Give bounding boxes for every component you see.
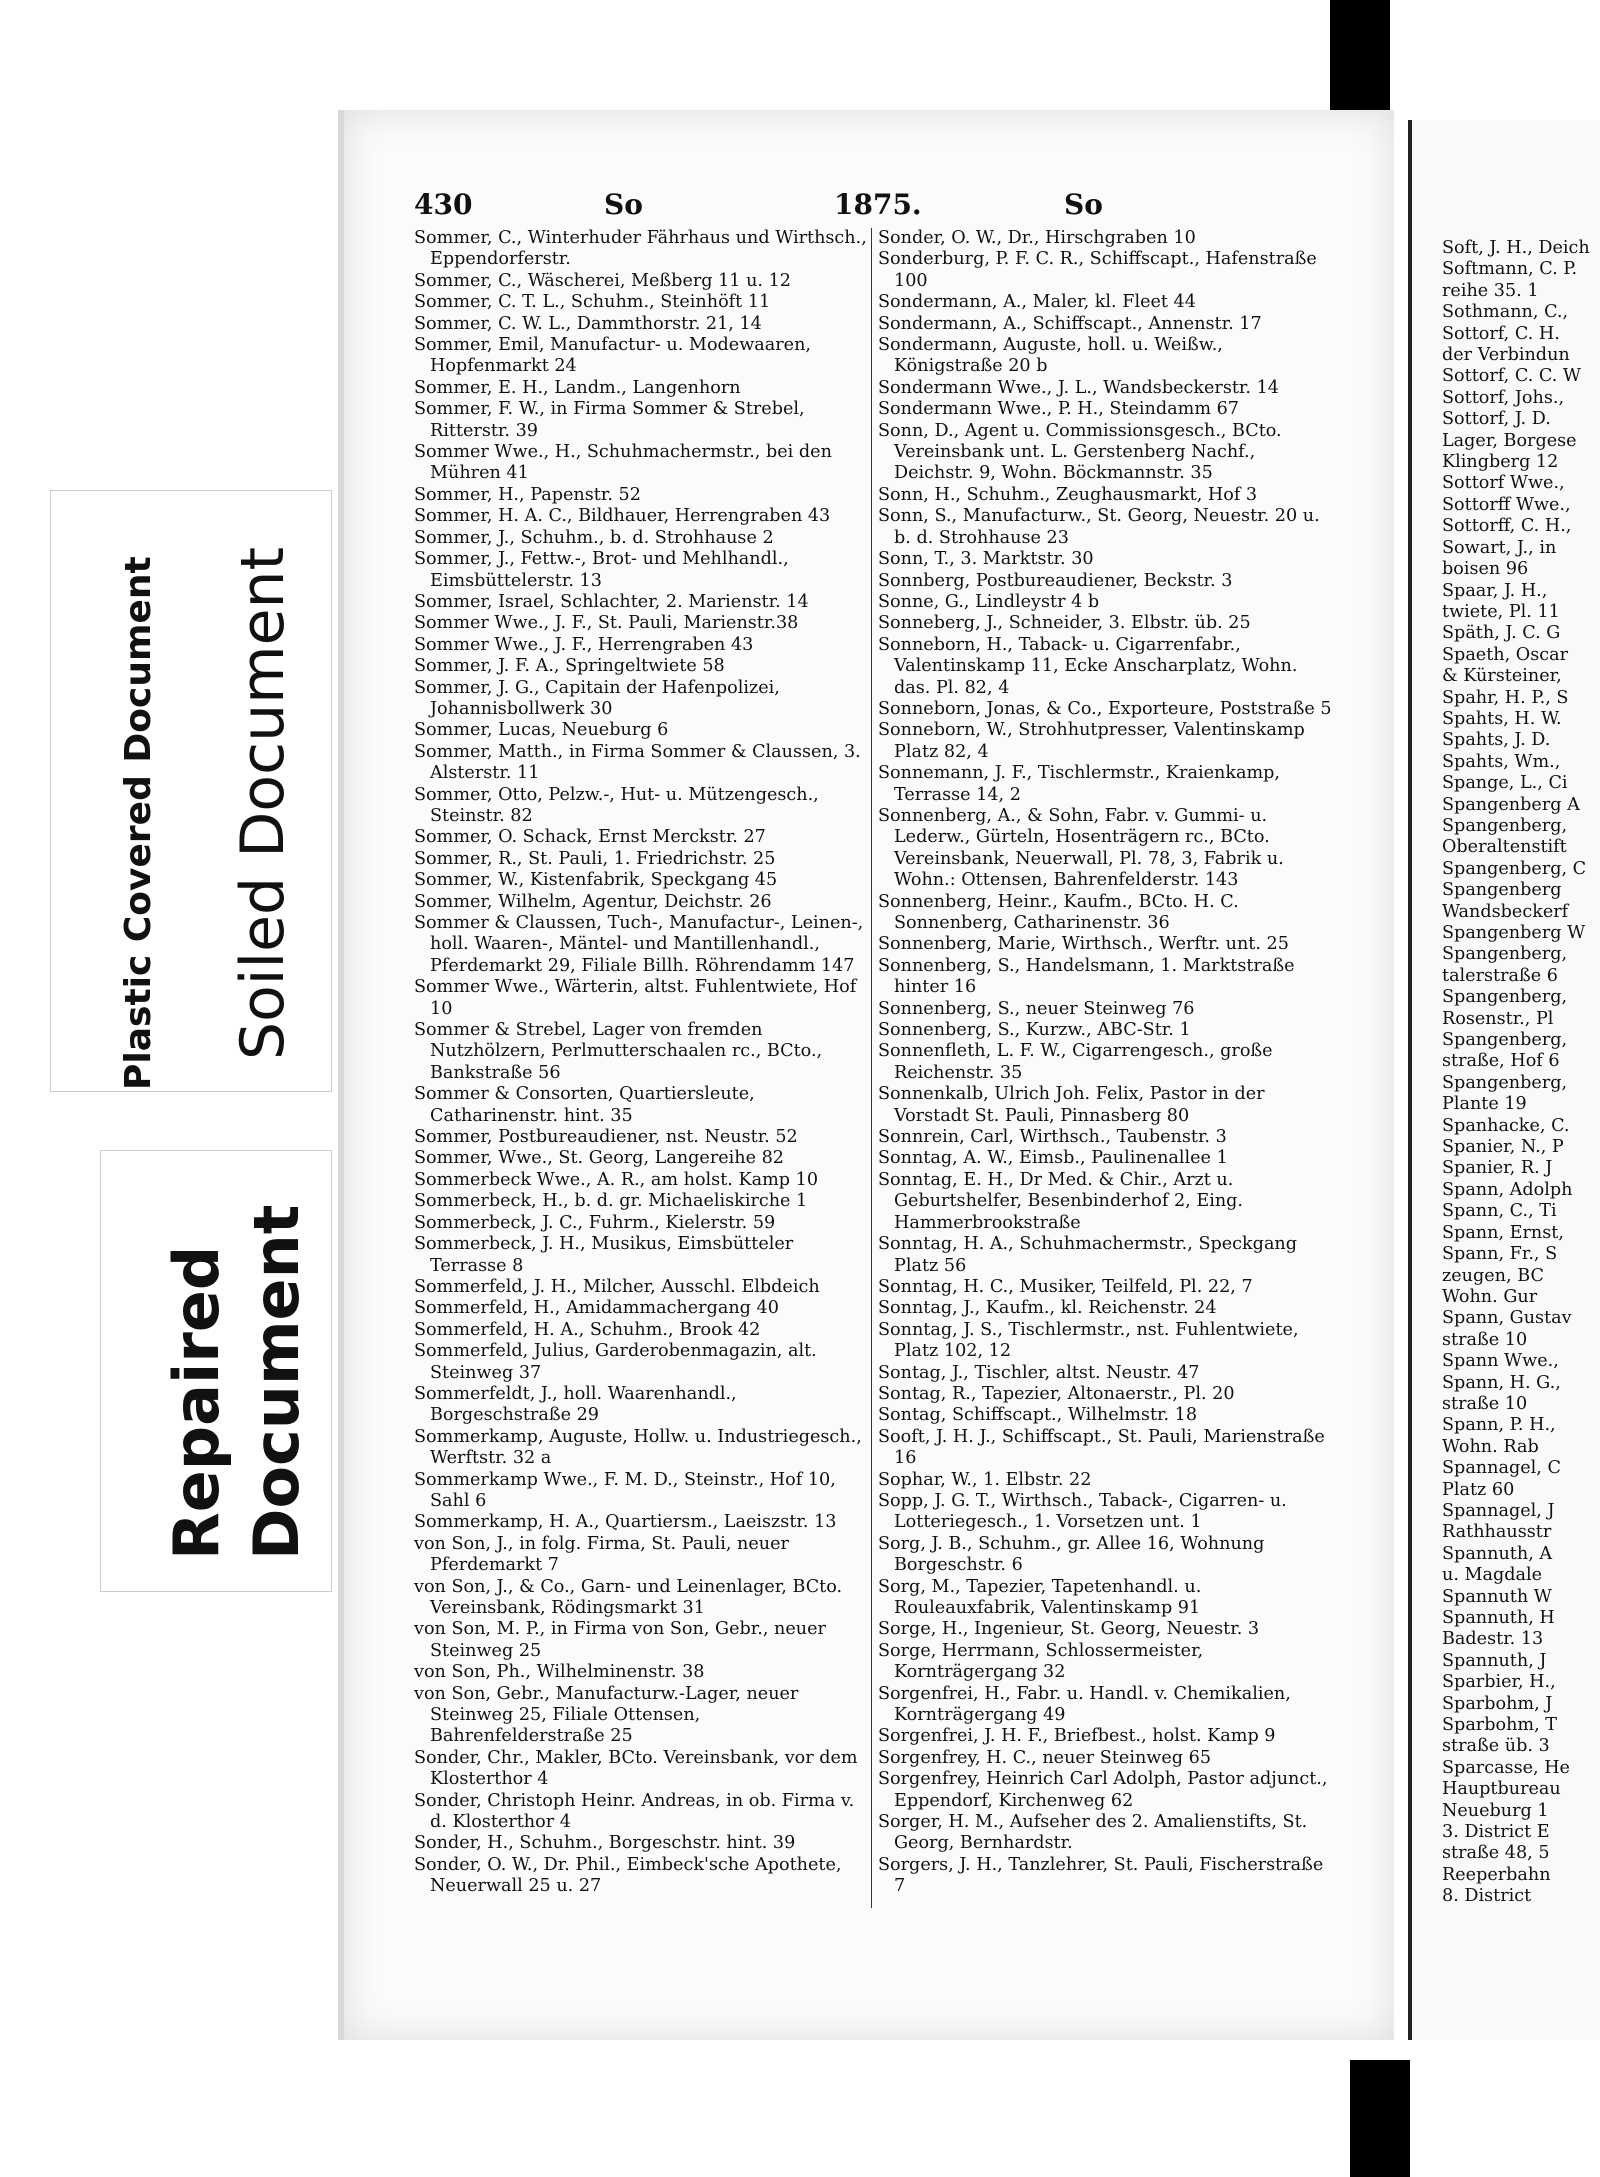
directory-entry: Sommer, J., Schuhm., b. d. Strohhause 2 [414,527,774,548]
directory-entry: Sonntag, E. H., Dr Med. & Chir., Arzt u. Geburtshelfer, Besenbinderhof 2, Eing. Hammerbrookstraße [878,1169,1244,1233]
directory-entry: Sowart, J., in [1442,537,1557,558]
directory-entry: Spann, P. H., [1442,1415,1556,1436]
directory-entry: Sparbohm, J [1442,1693,1553,1714]
directory-entry: Sommer, O. Schack, Ernst Merckstr. 27 [414,827,766,848]
directory-entry: Spannuth, J [1442,1650,1547,1671]
page-number: 430 [414,188,473,221]
directory-entry: Sottorf Wwe., [1442,473,1565,494]
directory-entry: Sorger, H. M., Aufseher des 2. Amalienstifts, St. Georg, Bernhardstr. [878,1812,1308,1854]
directory-entry: Spange, L., Ci [1442,773,1568,794]
directory-entry: von Son, Gebr., Manufacturw.-Lager, neuer Steinweg 25, Filiale Ottensen, Bahrenfelderstraße 25 [414,1683,799,1747]
header-key-left: So [604,188,643,221]
directory-entry: Sottorff, C. H., [1442,516,1572,537]
directory-entry: Sonneborn, H., Taback- u. Cigarrenfabr., Valentinskamp 11, Ecke Anscharplatz, Wohn. das. Pl. 82, 4 [878,634,1298,698]
directory-entry: Sommerfeldt, J., holl. Waarenhandl., Borgeschstraße 29 [414,1383,737,1426]
directory-entry: Sorgenfrey, Heinrich Carl Adolph, Pastor adjunct., Eppendorf, Kirchenweg 62 [878,1769,1328,1811]
directory-entry: Spann, Ernst, [1442,1222,1564,1243]
directory-entry: Sondermann, A., Maler, kl. Fleet 44 [878,292,1196,313]
facing-page [1408,120,1600,2040]
directory-entry: Sommer, Matth., in Firma Sommer & Claussen, 3. Alsterstr. 11 [414,741,861,784]
directory-entry: Sopp, J. G. T., Wirthsch., Taback-, Cigarren- u. Lotteriegesch., 1. Vorsetzen unt. 1 [878,1490,1287,1533]
directory-entry: u. Magdale [1442,1565,1543,1586]
directory-entry: Spaeth, Oscar [1442,644,1569,665]
directory-entry: Sottorf, C. C. W [1442,366,1581,387]
directory-entry: Sorge, H., Ingenieur, St. Georg, Neuestr. 3 [878,1619,1260,1640]
directory-entry: Sorge, Herrmann, Schlossermeister, Kornträgergang 32 [878,1640,1204,1683]
directory-entry: Wandsbeckerf [1442,901,1569,922]
directory-entry: Sonntag, H. C., Musiker, Teilfeld, Pl. 22, 7 [878,1276,1253,1297]
repaired-document-label: Document [240,1204,313,1560]
directory-entry: twiete, Pl. 11 [1442,601,1560,622]
directory-entry: Spangenberg [1442,880,1562,901]
directory-entry: Sommerfeld, Julius, Garderobenmagazin, alt. Steinweg 37 [414,1341,817,1383]
directory-entry: Sommerbeck, J. C., Fuhrm., Kielerstr. 59 [414,1212,776,1233]
directory-entry: Sottorff Wwe., [1442,494,1571,515]
directory-entry: Spann, Gustav [1442,1308,1572,1329]
soiled-document-label: Soiled Document [228,546,298,1060]
directory-entry: Platz 60 [1442,1479,1515,1500]
directory-entry: Sommer Wwe., J. F., St. Pauli, Marienstr.38 [414,613,799,634]
directory-entry: Sonderburg, P. F. C. R., Schiffscapt., Hafenstraße 100 [878,249,1317,291]
directory-entry: Sonnemann, J. F., Tischlermstr., Kraienkamp, Terrasse 14, 2 [878,763,1281,805]
directory-entry: Sonnberg, Postbureaudiener, Beckstr. 3 [878,570,1233,591]
directory-entry: Sommer, E. H., Landm., Langenhorn [414,377,741,398]
directory-entry: Sonn, S., Manufacturw., St. Georg, Neuestr. 20 u. b. d. Strohhause 23 [878,506,1320,548]
page-header [414,188,1264,228]
directory-entry: Sontag, Schiffscapt., Wilhelmstr. 18 [878,1405,1198,1426]
directory-entry: Sommer, C. T. L., Schuhm., Steinhöft 11 [414,292,771,313]
directory-entry: Sonn, H., Schuhm., Zeughausmarkt, Hof 3 [878,484,1258,505]
directory-entry: zeugen, BC [1442,1265,1544,1286]
directory-entry: Neueburg 1 [1442,1800,1549,1821]
directory-entry: Hauptbureau [1442,1779,1561,1800]
directory-entry: Sontag, R., Tapezier, Altonaerstr., Pl. 20 [878,1383,1235,1404]
directory-entry: Sommer, Lucas, Neueburg 6 [414,720,669,741]
directory-entry: Spanier, N., P [1442,1137,1564,1158]
directory-entry: Sommerfeld, J. H., Milcher, Ausschl. Elbdeich [414,1276,820,1297]
directory-entry: Spaar, J. H., [1442,580,1548,601]
directory-entry: Badestr. 13 [1442,1629,1544,1650]
directory-entry: Sonder, O. W., Dr., Hirschgraben 10 [878,228,1196,248]
directory-entry: Wohn. Rab [1442,1436,1539,1457]
directory-entry: Sommer, J. F. A., Springeltwiete 58 [414,656,725,677]
directory-entry: Sonder, O. W., Dr. Phil., Eimbeck'sche Apothete, Neuerwall 25 u. 27 [414,1854,842,1897]
directory-entry: Sothmann, C., [1442,302,1569,323]
directory-entry: Spangenberg, [1442,987,1568,1008]
directory-entry: Sommer, H., Papenstr. 52 [414,484,641,505]
header-key-right: So [1064,188,1103,221]
directory-entry: Sonntag, H. A., Schuhmachermstr., Speckgang Platz 56 [878,1234,1298,1276]
left-column [414,228,869,1898]
directory-entry: Sommerbeck, H., b. d. gr. Michaeliskirche 1 [414,1191,808,1212]
directory-entry: Sommer, J., Fettw.-, Brot- und Mehlhandl., Eimsbüttelerstr. 13 [414,549,789,591]
directory-entry: Spannagel, J [1442,1500,1555,1521]
directory-entry: Sophar, W., 1. Elbstr. 22 [878,1469,1092,1490]
directory-entry: Sonn, T., 3. Marktstr. 30 [878,549,1094,570]
directory-entry: Sommerbeck, J. H., Musikus, Eimsbütteler Terrasse 8 [414,1234,794,1276]
directory-entry: Softmann, C. P. [1442,259,1578,280]
directory-entry: Sorgenfrei, H., Fabr. u. Handl. v. Chemikalien, Kornträgergang 49 [878,1683,1291,1726]
directory-entry: Sommer Wwe., Wärterin, altst. Fuhlentwiete, Hof 10 [414,977,857,1019]
directory-entry: Sommer & Strebel, Lager von fremden Nutzhölzern, Perlmutterschaalen rc., BCto., Bankstraße 56 [414,1020,823,1083]
directory-entry: Sommer, Otto, Pelzw.-, Hut- u. Mützengesch., Steinstr. 82 [414,784,819,826]
directory-entry: Sommerkamp Wwe., F. M. D., Steinstr., Hof 10, Sahl 6 [414,1469,836,1511]
directory-page [338,110,1394,2040]
directory-entry: Sonder, Chr., Makler, BCto. Vereinsbank, vor dem Klosterthor 4 [414,1747,858,1790]
directory-entry: straße 10 [1442,1329,1528,1350]
directory-entry: Sondermann Wwe., P. H., Steindamm 67 [878,399,1239,420]
directory-entry: von Son, Ph., Wilhelminenstr. 38 [414,1662,705,1683]
directory-entry: Sommer, W., Kistenfabrik, Speckgang 45 [414,870,778,891]
right-column [1442,238,1600,1908]
directory-entry: Sonder, Christoph Heinr. Andreas, in ob. Firma v. d. Klosterthor 4 [414,1790,855,1833]
directory-entry: Spanhacke, C. [1442,1115,1570,1136]
directory-entry: Plante 19 [1442,1094,1527,1115]
directory-entry: & Kürsteiner, [1442,666,1562,687]
directory-entry: Sommer, Wilhelm, Agentur, Deichstr. 26 [414,891,772,912]
directory-entry: Sonnenfleth, L. F. W., Cigarrengesch., große Reichenstr. 35 [878,1041,1273,1083]
directory-entry: Reeperbahn [1442,1864,1551,1885]
directory-entry: Spann Wwe., [1442,1351,1559,1372]
directory-entry: Sommer & Consorten, Quartiersleute, Catharinenstr. hint. 35 [414,1084,755,1126]
directory-entry: Lager, Borgese [1442,430,1577,451]
directory-entry: Sommerfeld, H. A., Schuhm., Brook 42 [414,1319,761,1340]
directory-entry: Sorgenfrei, J. H. F., Briefbest., holst. Kamp 9 [878,1726,1276,1747]
header-year: 1875. [834,188,922,221]
directory-entry: von Son, M. P., in Firma von Son, Gebr., neuer Steinweg 25 [414,1619,826,1661]
directory-entry: Sonnenberg, S., neuer Steinweg 76 [878,998,1195,1019]
directory-entry: Sonntag, J. S., Tischlermstr., nst. Fuhlentwiete, Platz 102, 12 [878,1319,1299,1362]
binder-clip-top [1330,0,1390,120]
directory-entry: Spahts, J. D. [1442,730,1551,751]
directory-entry: Sonne, G., Lindleystr 4 b [878,591,1100,612]
directory-entry: Sooft, J. H. J., Schiffscapt., St. Pauli, Marienstraße 16 [878,1426,1325,1469]
directory-entry: Sonnenberg, Heinr., Kaufm., BCto. H. C. Sonnenberg, Catharinenstr. 36 [878,891,1239,933]
directory-entry: Sommer, C., Winterhuder Fährhaus und Wirthsch., Eppendorferstr. [414,228,867,270]
directory-entry: Sondermann Wwe., J. L., Wandsbeckerstr. 14 [878,377,1279,398]
directory-entry: der Verbindun [1442,345,1570,366]
column-divider [871,228,872,1908]
directory-entry: Spahts, H. W. [1442,708,1562,729]
directory-entry: Sorgenfrey, H. C., neuer Steinweg 65 [878,1747,1212,1768]
directory-entry: Spangenberg, [1442,815,1568,836]
directory-entry: 8. District [1442,1886,1532,1907]
directory-entry: Sonder, H., Schuhm., Borgeschstr. hint. 39 [414,1833,796,1854]
directory-entry: Sorg, J. B., Schuhm., gr. Allee 16, Wohnung Borgeschstr. 6 [878,1533,1265,1576]
directory-entry: Sommerkamp, H. A., Quartiersm., Laeiszstr. 13 [414,1512,837,1533]
directory-entry: Sorgers, J. H., Tanzlehrer, St. Pauli, Fischerstraße 7 [878,1854,1324,1897]
directory-entry: 3. District E [1442,1822,1550,1843]
directory-entry: Sommer Wwe., J. F., Herrengraben 43 [414,634,754,655]
directory-entry: Wohn. Gur [1442,1286,1538,1307]
directory-entry: Sommer, Wwe., St. Georg, Langereihe 82 [414,1148,784,1169]
directory-entry: Spanier, R. J [1442,1158,1553,1179]
middle-column [878,228,1333,1898]
directory-entry: Sparbier, H., [1442,1672,1556,1693]
directory-entry: reihe 35. 1 [1442,280,1539,301]
directory-entry: Spangenberg, [1442,944,1568,965]
directory-entry: Sorg, M., Tapezier, Tapetenhandl. u. Rouleauxfabrik, Valentinskamp 91 [878,1576,1202,1618]
directory-entry: Soft, J. H., Deich [1442,238,1590,258]
directory-entry: Sommer, Israel, Schlachter, 2. Marienstr. 14 [414,591,809,612]
directory-entry: Sonntag, A. W., Eimsb., Paulinenallee 1 [878,1148,1228,1169]
directory-entry: Spangenberg, [1442,1030,1568,1051]
repaired-label: Repaired [160,1245,233,1560]
directory-entry: Sonneberg, J., Schneider, 3. Elbstr. üb. 25 [878,613,1251,634]
directory-entry: Rosenstr., Pl [1442,1008,1554,1029]
directory-entry: Sommer, J. G., Capitain der Hafenpolizei, Johannisbollwerk 30 [414,677,780,719]
directory-entry: Spannuth, A [1442,1543,1553,1564]
directory-entry: straße, Hof 6 [1442,1051,1560,1072]
binder-clip-bottom [1350,2060,1410,2177]
directory-entry: Sottorf, Johs., [1442,387,1565,408]
directory-entry: Sommer, H. A. C., Bildhauer, Herrengraben 43 [414,506,831,527]
directory-entry: Sommer Wwe., H., Schuhmachermstr., bei den Mühren 41 [414,442,832,484]
directory-entry: Sottorf, C. H. [1442,323,1560,344]
directory-entry: Sonneborn, Jonas, & Co., Exporteure, Poststraße 5 [878,698,1332,719]
directory-entry: talerstraße 6 [1442,965,1558,986]
directory-entry: Sonnenberg, Marie, Wirthsch., Werftr. unt. 25 [878,934,1289,955]
directory-entry: Sommer & Claussen, Tuch-, Manufactur-, Leinen-, holl. Waaren-, Mäntel- und Mantillenhandl., Pferdemarkt 29, Filiale Billh. Röhrendamm 147 [414,913,864,976]
directory-entry: Sonntag, J., Kaufm., kl. Reichenstr. 24 [878,1298,1217,1319]
directory-entry: Rathhausstr [1442,1522,1552,1543]
directory-entry: von Son, J., & Co., Garn- und Leinenlager, BCto. Vereinsbank, Rödingsmarkt 31 [414,1576,843,1618]
directory-entry: straße 48, 5 [1442,1843,1550,1864]
directory-entry: Sommerkamp, Auguste, Hollw. u. Industriegesch., Werftstr. 32 a [414,1426,862,1469]
directory-entry: straße üb. 3 [1442,1736,1550,1757]
directory-entry: Sommer, F. W., in Firma Sommer & Strebel, Ritterstr. 39 [414,399,805,441]
directory-entry: von Son, J., in folg. Firma, St. Pauli, neuer Pferdemarkt 7 [414,1533,789,1576]
directory-entry: Sommer, C., Wäscherei, Meßberg 11 u. 12 [414,270,792,291]
directory-entry: Sonnenkalb, Ulrich Joh. Felix, Pastor in der Vorstadt St. Pauli, Pinnasberg 80 [878,1084,1265,1126]
directory-entry: Spangenberg, C [1442,858,1587,879]
directory-entry: Sonnenberg, S., Handelsmann, 1. Marktstraße hinter 16 [878,955,1295,998]
directory-entry: Sonnrein, Carl, Wirthsch., Taubenstr. 3 [878,1127,1227,1148]
directory-entry: Sommer, R., St. Pauli, 1. Friedrichstr. 25 [414,848,776,869]
directory-entry: Sonneborn, W., Strohhutpresser, Valentinskamp Platz 82, 4 [878,720,1305,762]
directory-entry: Sondermann, A., Schiffscapt., Annenstr. 17 [878,313,1262,334]
directory-entry: straße 10 [1442,1393,1528,1414]
directory-entry: Sontag, J., Tischler, altst. Neustr. 47 [878,1362,1200,1383]
directory-entry: Sommer, Postbureaudiener, nst. Neustr. 52 [414,1127,798,1148]
plastic-covered-label: Plastic Covered Document [118,556,159,1090]
directory-entry: Spahr, H. P., S [1442,687,1569,708]
directory-entry: Oberaltenstift [1442,837,1567,858]
directory-entry: Klingberg 12 [1442,452,1559,473]
directory-entry: Spann, Adolph [1442,1179,1573,1200]
directory-entry: Sonnenberg, A., & Sohn, Fabr. v. Gummi- u. Lederw., Gürteln, Hosenträgern rc., BCto. Vereinsbank, Neuerwall, Pl. 78, 3, Fabrik u. Wohn.: Ottensen, Bahrenfelderstr. 143 [878,805,1284,891]
directory-entry: Spannuth W [1442,1586,1552,1607]
directory-entry: Sottorf, J. D. [1442,409,1551,430]
directory-entry: Spangenberg A [1442,794,1580,815]
directory-entry: Sonnenberg, S., Kurzw., ABC-Str. 1 [878,1020,1191,1041]
directory-entry: Spann, H. G., [1442,1372,1561,1393]
directory-entry: Sondermann, Auguste, holl. u. Weißw., Königstraße 20 b [878,335,1223,377]
directory-entry: Sparbohm, T [1442,1715,1558,1736]
directory-entry: Spannagel, C [1442,1458,1561,1479]
directory-entry: Spann, Fr., S [1442,1244,1558,1265]
directory-entry: Sommer, Emil, Manufactur- u. Modewaaren, Hopfenmarkt 24 [414,335,812,377]
directory-entry: Sonn, D., Agent u. Commissionsgesch., BCto. Vereinsbank unt. L. Gerstenberg Nachf., Deichstr. 9, Wohn. Böckmannstr. 35 [878,420,1282,484]
directory-entry: Sommer, C. W. L., Dammthorstr. 21, 14 [414,313,762,334]
directory-entry: Spannuth, H [1442,1608,1555,1628]
directory-entry: Spann, C., Ti [1442,1201,1557,1222]
directory-entry: Spangenberg, [1442,1072,1568,1093]
directory-entry: Spangenberg W [1442,923,1586,943]
directory-entry: Spahts, Wm., [1442,751,1561,772]
directory-entry: Sommerfeld, H., Amidammachergang 40 [414,1298,779,1319]
directory-entry: Späth, J. C. G [1442,623,1561,644]
directory-entry: Sommerbeck Wwe., A. R., am holst. Kamp 10 [414,1169,819,1190]
directory-entry: boisen 96 [1442,559,1529,580]
directory-entry: Sparcasse, He [1442,1757,1570,1778]
